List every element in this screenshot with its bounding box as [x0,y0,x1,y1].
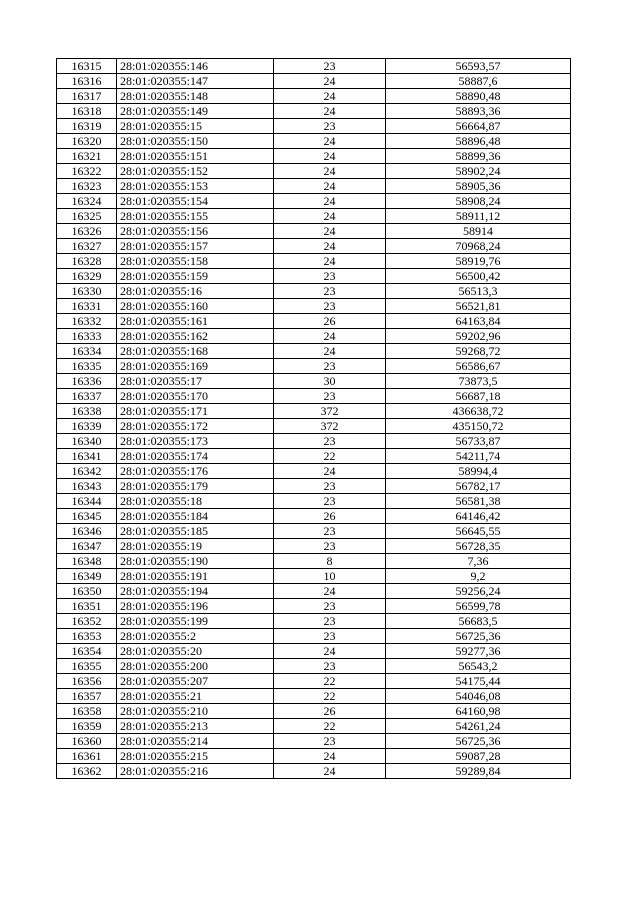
area-cell: 24 [274,89,386,104]
row-number-cell: 16319 [57,119,117,134]
cadastral-number-cell: 28:01:020355:156 [117,224,274,239]
value-cell: 59256,24 [386,584,571,599]
value-cell: 56645,55 [386,524,571,539]
value-cell: 59277,36 [386,644,571,659]
value-cell: 56782,17 [386,479,571,494]
cadastral-number-cell: 28:01:020355:17 [117,374,274,389]
table-row [57,134,571,149]
cadastral-number-cell: 28:01:020355:170 [117,389,274,404]
row-number-cell: 16355 [57,659,117,674]
value-cell: 58994,4 [386,464,571,479]
cadastral-number-cell: 28:01:020355:179 [117,479,274,494]
row-number-cell: 16354 [57,644,117,659]
area-cell: 22 [274,674,386,689]
table-body [57,59,571,779]
row-number-cell: 16328 [57,254,117,269]
row-number-cell: 16327 [57,239,117,254]
table-row [57,419,571,434]
cadastral-number-cell: 28:01:020355:162 [117,329,274,344]
area-cell: 24 [274,179,386,194]
cadastral-number-cell: 28:01:020355:159 [117,269,274,284]
value-cell: 56586,67 [386,359,571,374]
table-row [57,479,571,494]
table-row [57,464,571,479]
value-cell: 56664,87 [386,119,571,134]
value-cell: 56733,87 [386,434,571,449]
value-cell: 73873,5 [386,374,571,389]
value-cell: 56500,42 [386,269,571,284]
area-cell: 24 [274,74,386,89]
row-number-cell: 16332 [57,314,117,329]
table-row [57,194,571,209]
table-row [57,644,571,659]
table-row [57,149,571,164]
cadastral-number-cell: 28:01:020355:21 [117,689,274,704]
row-number-cell: 16318 [57,104,117,119]
area-cell: 23 [274,269,386,284]
cadastral-number-cell: 28:01:020355:20 [117,644,274,659]
row-number-cell: 16340 [57,434,117,449]
cadastral-number-cell: 28:01:020355:210 [117,704,274,719]
value-cell: 70968,24 [386,239,571,254]
table-row [57,119,571,134]
area-cell: 24 [274,239,386,254]
table-row [57,764,571,779]
cadastral-value-table [56,58,571,779]
area-cell: 24 [274,749,386,764]
value-cell: 56728,35 [386,539,571,554]
value-cell: 58902,24 [386,164,571,179]
row-number-cell: 16326 [57,224,117,239]
value-cell: 59268,72 [386,344,571,359]
cadastral-number-cell: 28:01:020355:169 [117,359,274,374]
cadastral-number-cell: 28:01:020355:185 [117,524,274,539]
table-row [57,179,571,194]
row-number-cell: 16353 [57,629,117,644]
row-number-cell: 16351 [57,599,117,614]
cadastral-number-cell: 28:01:020355:151 [117,149,274,164]
row-number-cell: 16323 [57,179,117,194]
area-cell: 24 [274,254,386,269]
area-cell: 23 [274,59,386,74]
row-number-cell: 16335 [57,359,117,374]
row-number-cell: 16344 [57,494,117,509]
table-row [57,389,571,404]
cadastral-number-cell: 28:01:020355:176 [117,464,274,479]
table-row [57,569,571,584]
value-cell: 58896,48 [386,134,571,149]
cadastral-number-cell: 28:01:020355:155 [117,209,274,224]
cadastral-number-cell: 28:01:020355:213 [117,719,274,734]
cadastral-number-cell: 28:01:020355:148 [117,89,274,104]
row-number-cell: 16343 [57,479,117,494]
table-row [57,524,571,539]
cadastral-number-cell: 28:01:020355:173 [117,434,274,449]
area-cell: 23 [274,599,386,614]
area-cell: 23 [274,494,386,509]
area-cell: 23 [274,389,386,404]
cadastral-number-cell: 28:01:020355:157 [117,239,274,254]
area-cell: 23 [274,614,386,629]
cadastral-number-cell: 28:01:020355:215 [117,749,274,764]
value-cell: 58905,36 [386,179,571,194]
area-cell: 8 [274,554,386,569]
row-number-cell: 16324 [57,194,117,209]
area-cell: 23 [274,284,386,299]
value-cell: 54175,44 [386,674,571,689]
area-cell: 23 [274,434,386,449]
value-cell: 7,36 [386,554,571,569]
cadastral-number-cell: 28:01:020355:16 [117,284,274,299]
row-number-cell: 16330 [57,284,117,299]
cadastral-number-cell: 28:01:020355:19 [117,539,274,554]
cadastral-number-cell: 28:01:020355:194 [117,584,274,599]
row-number-cell: 16359 [57,719,117,734]
row-number-cell: 16334 [57,344,117,359]
table-row [57,164,571,179]
row-number-cell: 16331 [57,299,117,314]
table-row [57,539,571,554]
cadastral-number-cell: 28:01:020355:200 [117,659,274,674]
row-number-cell: 16339 [57,419,117,434]
value-cell: 58911,12 [386,209,571,224]
row-number-cell: 16322 [57,164,117,179]
area-cell: 24 [274,164,386,179]
row-number-cell: 16346 [57,524,117,539]
row-number-cell: 16348 [57,554,117,569]
value-cell: 58919,76 [386,254,571,269]
row-number-cell: 16347 [57,539,117,554]
cadastral-number-cell: 28:01:020355:199 [117,614,274,629]
table-row [57,269,571,284]
area-cell: 24 [274,149,386,164]
row-number-cell: 16345 [57,509,117,524]
table-row [57,704,571,719]
cadastral-number-cell: 28:01:020355:216 [117,764,274,779]
cadastral-number-cell: 28:01:020355:207 [117,674,274,689]
value-cell: 54261,24 [386,719,571,734]
area-cell: 23 [274,479,386,494]
table-row [57,74,571,89]
row-number-cell: 16350 [57,584,117,599]
cadastral-number-cell: 28:01:020355:146 [117,59,274,74]
area-cell: 372 [274,404,386,419]
table-row [57,89,571,104]
value-cell: 56599,78 [386,599,571,614]
table-row [57,599,571,614]
area-cell: 24 [274,194,386,209]
value-cell: 54046,08 [386,689,571,704]
area-cell: 10 [274,569,386,584]
row-number-cell: 16329 [57,269,117,284]
table-row [57,719,571,734]
value-cell: 56581,38 [386,494,571,509]
area-cell: 24 [274,764,386,779]
cadastral-number-cell: 28:01:020355:168 [117,344,274,359]
area-cell: 24 [274,209,386,224]
table-row [57,299,571,314]
cadastral-number-cell: 28:01:020355:153 [117,179,274,194]
row-number-cell: 16341 [57,449,117,464]
row-number-cell: 16356 [57,674,117,689]
cadastral-number-cell: 28:01:020355:190 [117,554,274,569]
row-number-cell: 16361 [57,749,117,764]
row-number-cell: 16352 [57,614,117,629]
cadastral-number-cell: 28:01:020355:171 [117,404,274,419]
cadastral-number-cell: 28:01:020355:2 [117,629,274,644]
value-cell: 58893,36 [386,104,571,119]
value-cell: 58890,48 [386,89,571,104]
table-row [57,749,571,764]
value-cell: 9,2 [386,569,571,584]
row-number-cell: 16349 [57,569,117,584]
table-row [57,224,571,239]
value-cell: 56725,36 [386,629,571,644]
cadastral-number-cell: 28:01:020355:147 [117,74,274,89]
row-number-cell: 16325 [57,209,117,224]
cadastral-number-cell: 28:01:020355:154 [117,194,274,209]
area-cell: 23 [274,299,386,314]
area-cell: 26 [274,314,386,329]
value-cell: 54211,74 [386,449,571,464]
cadastral-number-cell: 28:01:020355:161 [117,314,274,329]
cadastral-number-cell: 28:01:020355:214 [117,734,274,749]
cadastral-number-cell: 28:01:020355:18 [117,494,274,509]
area-cell: 30 [274,374,386,389]
table-row [57,674,571,689]
value-cell: 58887,6 [386,74,571,89]
value-cell: 58914 [386,224,571,239]
area-cell: 372 [274,419,386,434]
area-cell: 23 [274,524,386,539]
table-row [57,329,571,344]
area-cell: 24 [274,644,386,659]
cadastral-number-cell: 28:01:020355:15 [117,119,274,134]
row-number-cell: 16317 [57,89,117,104]
row-number-cell: 16338 [57,404,117,419]
table-row [57,614,571,629]
value-cell: 58908,24 [386,194,571,209]
area-cell: 24 [274,104,386,119]
area-cell: 23 [274,734,386,749]
value-cell: 56725,36 [386,734,571,749]
row-number-cell: 16362 [57,764,117,779]
value-cell: 58899,36 [386,149,571,164]
table-row [57,584,571,599]
value-cell: 56513,3 [386,284,571,299]
area-cell: 26 [274,704,386,719]
value-cell: 436638,72 [386,404,571,419]
table-row [57,404,571,419]
table-row [57,254,571,269]
value-cell: 56593,57 [386,59,571,74]
value-cell: 64160,98 [386,704,571,719]
table-row [57,629,571,644]
table-row [57,59,571,74]
cadastral-number-cell: 28:01:020355:191 [117,569,274,584]
area-cell: 23 [274,659,386,674]
value-cell: 56687,18 [386,389,571,404]
row-number-cell: 16320 [57,134,117,149]
table-row [57,359,571,374]
table-row [57,509,571,524]
table-row [57,734,571,749]
table-row [57,344,571,359]
row-number-cell: 16321 [57,149,117,164]
area-cell: 22 [274,719,386,734]
cadastral-number-cell: 28:01:020355:152 [117,164,274,179]
cadastral-number-cell: 28:01:020355:160 [117,299,274,314]
area-cell: 23 [274,629,386,644]
row-number-cell: 16357 [57,689,117,704]
value-cell: 56683,5 [386,614,571,629]
table-row [57,554,571,569]
row-number-cell: 16336 [57,374,117,389]
table-row [57,494,571,509]
area-cell: 23 [274,359,386,374]
area-cell: 24 [274,329,386,344]
row-number-cell: 16342 [57,464,117,479]
value-cell: 59087,28 [386,749,571,764]
area-cell: 24 [274,344,386,359]
area-cell: 23 [274,119,386,134]
row-number-cell: 16316 [57,74,117,89]
value-cell: 56543,2 [386,659,571,674]
table-row [57,209,571,224]
row-number-cell: 16358 [57,704,117,719]
area-cell: 24 [274,464,386,479]
cadastral-number-cell: 28:01:020355:184 [117,509,274,524]
row-number-cell: 16333 [57,329,117,344]
table-row [57,689,571,704]
cadastral-number-cell: 28:01:020355:149 [117,104,274,119]
area-cell: 23 [274,539,386,554]
value-cell: 64146,42 [386,509,571,524]
cadastral-number-cell: 28:01:020355:174 [117,449,274,464]
table-row [57,659,571,674]
value-cell: 435150,72 [386,419,571,434]
table-row [57,104,571,119]
cadastral-number-cell: 28:01:020355:150 [117,134,274,149]
row-number-cell: 16337 [57,389,117,404]
cadastral-number-cell: 28:01:020355:172 [117,419,274,434]
area-cell: 24 [274,134,386,149]
cadastral-number-cell: 28:01:020355:158 [117,254,274,269]
value-cell: 59289,84 [386,764,571,779]
row-number-cell: 16360 [57,734,117,749]
table-row [57,449,571,464]
area-cell: 24 [274,224,386,239]
cadastral-number-cell: 28:01:020355:196 [117,599,274,614]
table-row [57,434,571,449]
table-row [57,284,571,299]
table-row [57,314,571,329]
value-cell: 64163,84 [386,314,571,329]
area-cell: 22 [274,689,386,704]
value-cell: 56521,81 [386,299,571,314]
table-row [57,374,571,389]
area-cell: 26 [274,509,386,524]
table-row [57,239,571,254]
value-cell: 59202,96 [386,329,571,344]
row-number-cell: 16315 [57,59,117,74]
area-cell: 22 [274,449,386,464]
area-cell: 24 [274,584,386,599]
